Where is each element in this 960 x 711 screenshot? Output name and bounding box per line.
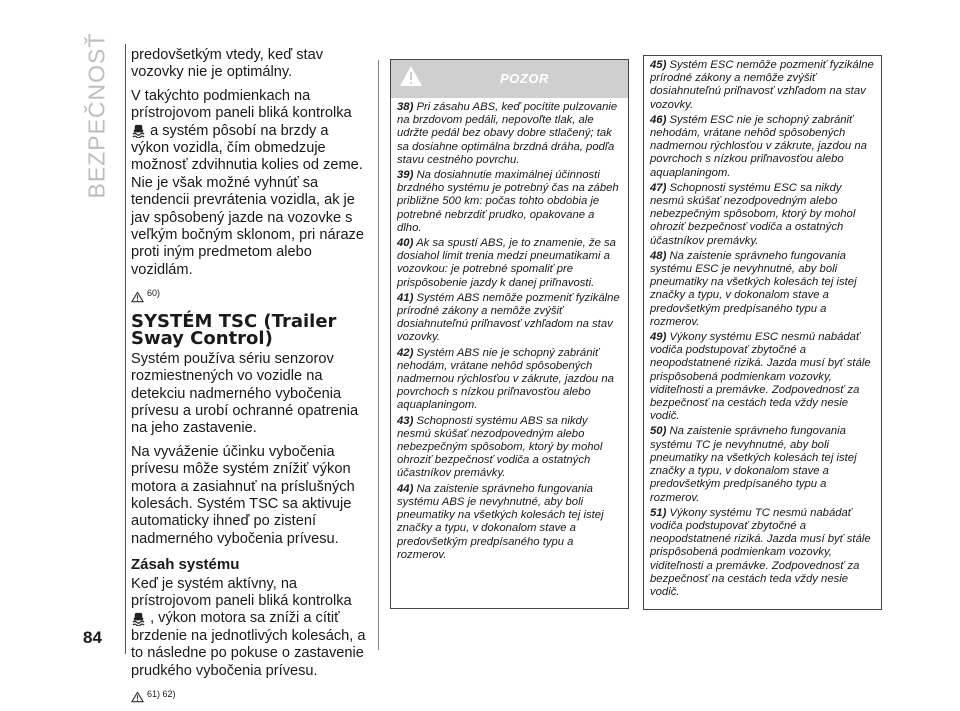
paragraph: Keď je systém aktívny, na prístrojovom paneli bliká kontrolka , výkon motora sa zníži a cítiť brzdenie na jednotlivých kolesách, a to následne po pokuse o zastavenie prudkého vybočenia prívesu. <box>131 575 366 679</box>
warning-box <box>390 59 629 609</box>
section-heading: SYSTÉM TSC (Trailer Sway Control) <box>131 310 337 349</box>
paragraph: Systém používa sériu senzorov rozmiestnených vo vozidle na detekciu nadmerného vybočenia prívesu a urobí ochranné opatrenia na jeho zastavenie. <box>131 350 359 437</box>
warning-title: POZOR <box>500 71 549 86</box>
paragraph: Na vyváženie účinku vybočenia prívesu môže systém znížiť výkon motora a zasiahnuť na príslušných kolesách. Systém TSC sa aktivuje automaticky ihneď po zistení nadmerného vybočenia prívesu. <box>131 443 355 547</box>
warning-reference: 61) 62) <box>131 686 367 703</box>
warning-reference: 60) <box>131 285 367 302</box>
warning-triangle-icon <box>131 291 144 303</box>
warning-item: 41) Systém ABS nemôže pozmeniť fyzikálne prírodné zákony a nemôže zvýšiť dosiahnuteľnú priľnavosť vzhľadom na stav vozovky. <box>397 291 620 344</box>
warning-body <box>644 56 881 599</box>
warning-item: 45) Systém ESC nemôže pozmeniť fyzikálne prírodné zákony a nemôže zvýšiť dosiahnuteľnú priľnavosť vzhľadom na stav vozovky. <box>650 59 874 111</box>
warning-item: 38) Pri zásahu ABS, keď pocítite pulzovanie na brzdovom pedáli, nepovoľte tlak, ale udržte pedál bez obavy dobre stlačený; tak sa dosiahne optimálna brzdná dráha, podľa stavu cestného povrchu. <box>397 101 618 166</box>
main-text-column <box>131 47 367 711</box>
warning-box-continued <box>643 55 882 610</box>
warning-item: 47) Schopnosti systému ESC sa nikdy nesmú skúšať nezodpovedným alebo nebezpečným spôsobom, ktorý by mohol ohroziť bezpečnosť vodiča a ostatných účastníkov premávky. <box>650 181 856 247</box>
paragraph: V takýchto podmienkach na prístrojovom paneli bliká kontrolka a systém pôsobí na brzdy a výkon vozidla, čím obmedzuje možnosť zdvihnutia kolies od zeme. Nie je však možné vyhnúť sa tendencii prevrátenia vozidla, ak je jav spôsobený jazde na vozovke s veľkým bočným sklonom, pri náraze proti iným predmetom alebo vozidlám. <box>131 87 364 278</box>
warning-triangle-icon <box>131 691 144 703</box>
section-title-vertical: BEZPEČNOSŤ <box>83 32 110 199</box>
paragraph: predovšetkým vtedy, keď stav vozovky nie je optimálny. <box>131 47 324 81</box>
warning-item: 44) Na zaistenie správneho fungovania systému ABS je nevyhnutné, aby boli pneumatiky na všetkých kolesách tej istej značky a typu, v dokonalom stave a predovšetkým predpísaného typu a rozmerov. <box>397 482 604 561</box>
esc-warning-icon <box>131 123 146 138</box>
section-side-tab <box>82 32 112 200</box>
esc-warning-icon <box>131 611 146 626</box>
warning-item: 43) Schopnosti systému ABS sa nikdy nesmú skúšať nezodpovedným alebo nebezpečným spôsobom, ktorý by mohol ohroziť bezpečnosť vodiča a ostatných účastníkov premávky. <box>397 414 603 480</box>
page-number: 84 <box>83 628 102 647</box>
warning-item: 51) Výkony systému TC nesmú nabádať vodiča podstupovať zbytočné a neopodstatnené riziká. Jazda musí byť stále prispôsobená podmienkam vozovky, viditeľnosti a premávke. Zodpovednosť za bezpečnosť na cestách teda vždy nesie vodič. <box>650 506 871 598</box>
warning-item: 42) Systém ABS nie je schopný zabrániť nehodám, vrátane nehôd spôsobených nadmernou rýchlosťou v zákrute, jazdou na povrchoch s nízkou priľnavosťou alebo aquaplaningom. <box>397 346 614 412</box>
warning-item: 40) Ak sa spustí ABS, je to znamenie, že sa dosiahol limit trenia medzi pneumatikami a vozovkou: je potrebné spomaliť pre prispôsobenie jazdy k danej priľnavosti. <box>397 237 616 289</box>
warning-item: 49) Výkony systému ESC nesmú nabádať vodiča podstupovať zbytočné a neopodstatnené riziká. Jazda musí byť stále prispôsobená podmienkam vozovky, viditeľnosti a premávke. Zodpovednosť za bezpečnosť na cestách teda vždy nesie vodič. <box>650 331 871 423</box>
section-divider-line <box>125 44 126 654</box>
warning-item: 39) Na dosiahnutie maximálnej účinnosti brzdného systému je potrebný čas na zábeh približne 500 km: počas tohto obdobia je potrebné nebrzdiť prudko, opakovane a dlho. <box>397 169 619 234</box>
warning-item: 50) Na zaistenie správneho fungovania systému TC je nevyhnutné, aby boli pneumatiky na všetkých kolesách tej istej značky a typu, v dokonalom stave a predovšetkým predpísaného typu a rozmerov. <box>650 425 857 504</box>
column-separator <box>378 60 379 650</box>
subsection-heading: Zásah systému <box>131 556 240 574</box>
warning-item: 48) Na zaistenie správneho fungovania systému ESC je nevyhnutné, aby boli pneumatiky na všetkých kolesách tej istej značky a typu, v dokonalom stave a predovšetkým predpísaného typu a rozmerov. <box>650 249 857 328</box>
warning-header <box>391 60 628 98</box>
warning-body <box>391 98 628 562</box>
warning-item: 46) Systém ESC nie je schopný zabrániť nehodám, vrátane nehôd spôsobených nadmernou rýchlosťou v zákrute, jazdou na povrchoch s nízkou priľnavosťou alebo aquaplaningom. <box>650 113 867 179</box>
